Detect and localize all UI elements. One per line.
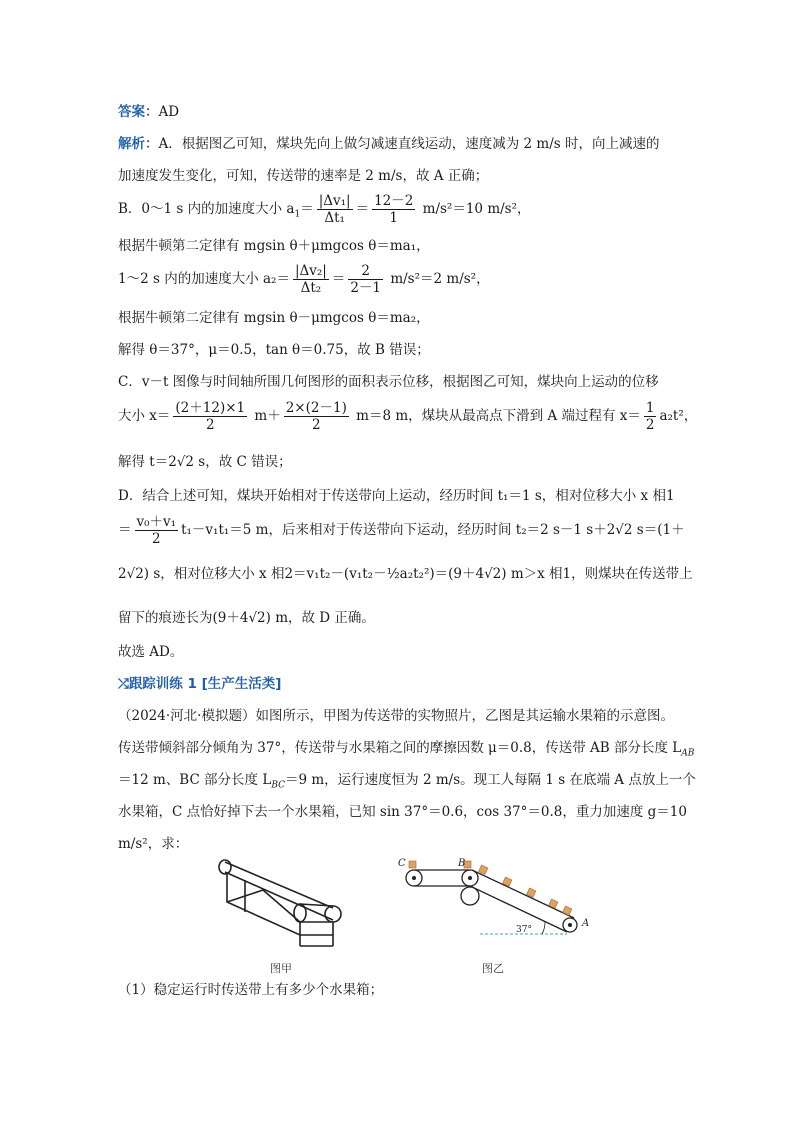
- analysis-a-line2: 加速度发生变化，可知，传送带的速率是 2 m/s，故 A 正确；: [118, 168, 489, 184]
- b1-frac2: $\frac{12-2}{1}$: [374, 193, 414, 226]
- shuffle-icon: ⤮: [118, 676, 129, 692]
- analysis-b-line2: 根据牛顿第二定律有 mgsin θ＋μmgcos θ＝ma₁，: [118, 238, 430, 254]
- analysis-a-line1: [118, 134, 660, 154]
- figure-a-conveyor-photo: [205, 850, 355, 950]
- b3-frac1: $\frac{\text{|Δv₂|}}{\text{Δt₂}}$: [294, 263, 327, 296]
- p2-text: 传送带倾斜部分倾角为 37°，传送带与水果箱之间的摩擦因数 μ＝0.8，传送带 AB 部分长度 L: [118, 740, 682, 756]
- c2-pre: 大小 x＝: [118, 408, 171, 424]
- c2-end: a₂t²，: [659, 408, 698, 424]
- b1-post: m/s²＝10 m/s²，: [422, 201, 531, 217]
- d2-pre: ＝: [118, 522, 132, 538]
- b3-pre: 1～2 s 内的加速度大小 a₂＝: [118, 271, 290, 287]
- d2-post: t₁－v₁t₁＝5 m，后来相对于传送带向下运动，经历时间 t₂＝2 s－1 s＋2√2 s＝(1＋: [181, 522, 685, 538]
- problem-line1: （2024·河北·模拟题）如图所示，甲图为传送带的实物照片，乙图是其运输水果箱的示意图。: [118, 708, 674, 724]
- p3-post: ＝9 m，运行速度恒为 2 m/s。现工人每隔 1 s 在底端 A 点放上一个: [285, 772, 696, 788]
- p3-sub: BC: [271, 780, 285, 791]
- c2-post: m＝8 m，煤块从最高点下滑到 A 端过程有 x＝: [356, 408, 641, 424]
- analysis-c-line1: C．v－t 图像与时间轴所围几何图形的面积表示位移，根据图乙可知，煤块向上运动的位移: [118, 374, 659, 390]
- analysis-d-line1: D．结合上述可知，煤块开始相对于传送带向上运动，经历时间 t₁＝1 s，相对位移大小 x 相1: [118, 488, 675, 504]
- p2-sub: AB: [681, 748, 695, 759]
- training-title: 跟踪训练 1 [生产生活类]: [128, 676, 282, 692]
- question-1: （1）稳定运行时传送带上有多少个水果箱；: [118, 982, 384, 998]
- c2-mid: m＋: [254, 408, 281, 424]
- c2-frac1: $\frac{(2+12)\times 1}{2}$: [175, 400, 246, 433]
- b3-frac2: $\frac{2}{2-1}$: [350, 263, 382, 296]
- answer-value: AD: [158, 104, 180, 120]
- training-heading: [118, 674, 281, 694]
- analysis-a-text1: A．根据图乙可知，煤块先向上做匀减速直线运动，速度减为 2 m/s 时，向上减速的: [158, 136, 660, 152]
- fig-b-label-c: C: [398, 858, 406, 869]
- b1-frac1: $\frac{\text{|Δv₁|}}{\text{Δt₁}}$: [318, 193, 351, 226]
- figure-b-conveyor-diagram: [392, 850, 597, 950]
- analysis-label: 解析：: [118, 136, 159, 152]
- c2-frac2: $\frac{2\times(2-1)}{2}$: [285, 400, 347, 433]
- b1-pre: B．0～1 s 内的加速度大小 a: [118, 201, 295, 217]
- b3-post: m/s²＝2 m/s²，: [390, 271, 490, 287]
- fig-b-label-b: B: [458, 858, 466, 869]
- answer-label: 答案：: [118, 104, 159, 120]
- problem-line3: [118, 770, 696, 790]
- analysis-b-line4: 根据牛顿第二定律有 mgsin θ－μmgcos θ＝ma₂，: [118, 310, 430, 326]
- p3-text: ＝12 m、BC 部分长度 L: [118, 772, 272, 788]
- analysis-b-line3: 1～2 s 内的加速度大小 a₂＝ $\frac{\text{|Δv₂|}}{\text{Δt₂}}$ ＝ $\frac{2}{2-1}$ m/s²＝2 m/s²，: [118, 263, 490, 296]
- analysis-b-line1: B．0～1 s 内的加速度大小 $a_1=$ $\frac{\text{|Δv₁|}}{\text{Δt₁}}$ ＝ $\frac{12-2}{1}$ m/s²＝10 m/s²，: [118, 193, 531, 226]
- analysis-d-line4: 留下的痕迹长为(9＋4√2) m，故 D 正确。: [118, 610, 375, 626]
- answer-line: [118, 102, 179, 122]
- problem-line2: [118, 738, 694, 758]
- figure-a-caption: 图甲: [270, 962, 292, 975]
- figure-b-caption: 图乙: [482, 962, 504, 975]
- problem-line5: m/s²，求：: [118, 836, 189, 852]
- fig-b-label-a: A: [582, 918, 590, 929]
- analysis-c-line3: 解得 t＝2√2 s，故 C 错误；: [118, 454, 292, 470]
- fig-b-angle-label: 37°: [516, 925, 532, 935]
- final-answer-line: 故选 AD。: [118, 644, 184, 660]
- analysis-d-line3: 2√2) s，相对位移大小 x 相2＝v₁t₂－(v₁t₂－½a₂t₂²)＝(9＋4√2) m＞x 相1，则煤块在传送带上: [118, 566, 693, 582]
- analysis-c-line2: [118, 398, 697, 434]
- problem-line4: 水果箱，C 点恰好掉下去一个水果箱，已知 sin 37°＝0.6，cos 37°＝0.8，重力加速度 g＝10: [118, 804, 687, 820]
- d2-frac: $\frac{\text{v₀＋v₁}}{2}$: [136, 514, 177, 547]
- analysis-d-line2: [118, 512, 685, 548]
- analysis-b-line5: 解得 θ＝37°，μ＝0.5，tan θ＝0.75，故 B 错误；: [118, 342, 430, 358]
- c2-frac3: $\frac{1}{2}$: [645, 400, 655, 433]
